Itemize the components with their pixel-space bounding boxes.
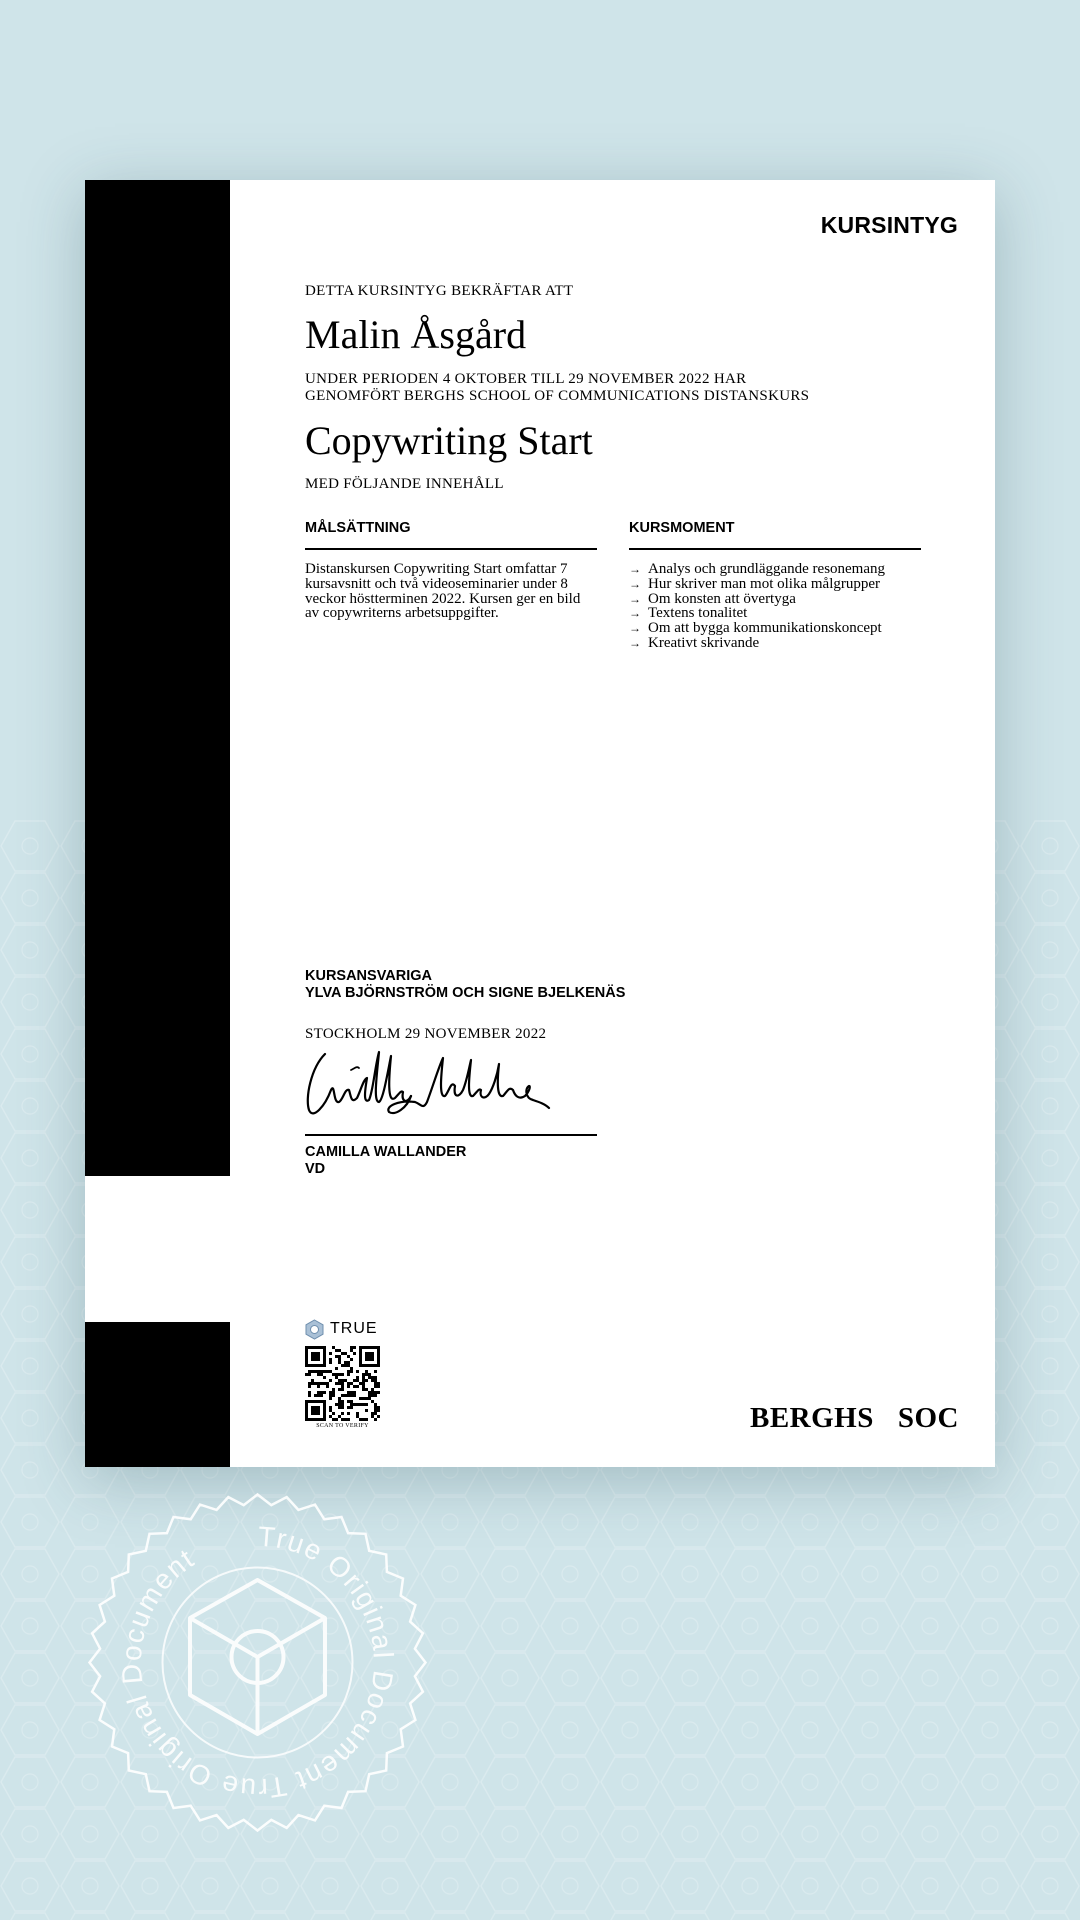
recipient-name: Malin Åsgård — [305, 312, 527, 357]
period-line-1: UNDER PERIODEN 4 OKTOBER TILL 29 NOVEMBER 2022 HAR — [305, 371, 747, 387]
certificate — [85, 180, 995, 1467]
signer-title: VD — [305, 1161, 326, 1177]
true-brand-label: TRUE — [330, 1320, 378, 1337]
intro-line: DETTA KURSINTYG BEKRÄFTAR ATT — [305, 283, 574, 299]
course-responsible — [305, 968, 625, 1002]
arrow-right-icon: → — [629, 591, 641, 606]
arrow-right-icon: → — [629, 606, 641, 621]
seal-ring-text: True Original Document True Original Document — [115, 1520, 400, 1805]
goal-heading: MÅLSÄTTNING — [305, 520, 597, 550]
arrow-right-icon: → — [629, 621, 641, 636]
goal-text: Distanskursen Copywriting Start omfattar 7 kursavsnitt och två videoseminarier under 8 veckor höstterminen 2022. Kursen ger en bild av copywriterns arbetsuppgifter. — [305, 561, 581, 622]
true-original-document-seal — [85, 1490, 430, 1835]
content-intro: MED FÖLJANDE INNEHÅLL — [305, 476, 504, 492]
moment-item: → Textens tonalitet — [629, 605, 748, 622]
place-date: STOCKHOLM 29 NOVEMBER 2022 — [305, 1026, 547, 1042]
moment-item: → Analys och grundläggande resonemang — [629, 561, 886, 577]
course-title: Copywriting Start — [305, 418, 593, 463]
period-line-2: GENOMFÖRT BERGHS SCHOOL OF COMMUNICATIONS DISTANSKURS — [305, 388, 810, 404]
signer — [305, 1144, 466, 1178]
qr-caption: SCAN TO VERIFY — [316, 1423, 369, 1429]
true-hexagon-icon — [304, 1319, 325, 1340]
responsible-label: KURSANSVARIGA — [305, 968, 433, 984]
true-verify-logo[interactable] — [304, 1318, 378, 1340]
moments-heading: KURSMOMENT — [629, 520, 921, 550]
moment-item: → Kreativt skrivande — [629, 634, 760, 651]
black-side-bar-bottom — [85, 1322, 230, 1467]
arrow-right-icon: → — [629, 635, 641, 650]
signer-name: CAMILLA WALLANDER — [305, 1144, 467, 1160]
moments-list — [629, 562, 921, 651]
verification-qr-code[interactable] — [305, 1346, 380, 1421]
responsible-names: YLVA BJÖRNSTRÖM OCH SIGNE BJELKENÄS — [305, 985, 626, 1001]
moment-item: → Hur skriver man mot olika målgrupper — [629, 575, 881, 592]
handwritten-signature — [303, 1046, 551, 1126]
signature-line — [305, 1134, 597, 1136]
brand-right: SOC — [897, 1402, 959, 1434]
document-type-title: KURSINTYG — [820, 212, 958, 238]
moments-column — [629, 520, 921, 651]
goal-column — [305, 520, 597, 621]
arrow-right-icon: → — [629, 562, 641, 576]
moment-item: → Om konsten att övertyga — [629, 590, 796, 607]
moment-item: → Om att bygga kommunikationskoncept — [629, 620, 882, 637]
school-logo — [750, 1402, 959, 1435]
brand-left: BERGHS — [749, 1402, 874, 1434]
arrow-right-icon: → — [629, 576, 641, 591]
black-side-bar-top — [85, 180, 230, 1176]
